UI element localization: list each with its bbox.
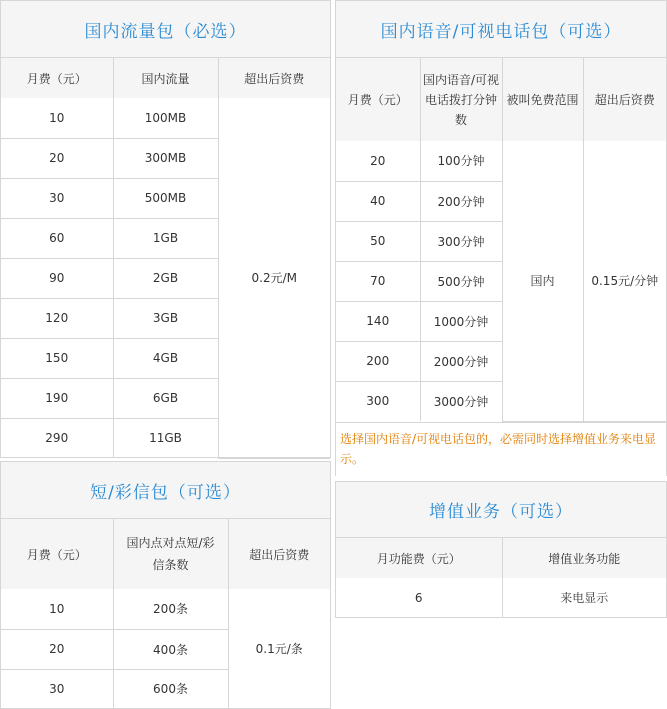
header-call-minutes: 国内语音/可视电话拨打分钟数 [420, 58, 502, 141]
value-added-panel [335, 481, 667, 618]
fee-cell: 20 [1, 138, 113, 178]
data-cell: 4GB [113, 338, 218, 378]
data-package-table [1, 58, 330, 459]
table-row [336, 578, 666, 617]
function-cell: 来电显示 [502, 578, 666, 617]
header-domestic-data: 国内流量 [113, 58, 218, 98]
header-overage-rate: 超出后资费 [583, 58, 666, 141]
header-service-function: 增值业务功能 [502, 538, 666, 578]
header-message-count: 国内点对点短/彩信条数 [113, 519, 228, 589]
fee-cell: 300 [336, 381, 420, 421]
data-cell: 3GB [113, 298, 218, 338]
value-added-title: 增值业务（可选） [336, 482, 666, 538]
voice-package-note: 选择国内语音/可视电话包的，必需同时选择增值业务来电显示。 [336, 422, 666, 478]
minutes-cell: 2000分钟 [420, 341, 502, 381]
fee-cell: 150 [1, 338, 113, 378]
data-cell: 2GB [113, 258, 218, 298]
value-added-table [336, 538, 666, 617]
fee-cell: 90 [1, 258, 113, 298]
fee-cell: 290 [1, 418, 113, 458]
fee-cell: 30 [1, 669, 113, 708]
header-monthly-fee: 月费（元） [1, 58, 113, 98]
minutes-cell: 1000分钟 [420, 301, 502, 341]
data-cell: 6GB [113, 378, 218, 418]
sms-package-table [1, 519, 330, 709]
fee-cell: 20 [336, 141, 420, 181]
sms-package-title: 短/彩信包（可选） [1, 462, 330, 519]
fee-cell: 20 [1, 629, 113, 669]
minutes-cell: 300分钟 [420, 221, 502, 261]
overage-cell: 0.15元/分钟 [583, 141, 666, 421]
fee-cell: 140 [336, 301, 420, 341]
header-overage-rate: 超出后资费 [228, 519, 330, 589]
fee-cell: 10 [1, 589, 113, 629]
fee-cell: 10 [1, 98, 113, 138]
fee-cell: 30 [1, 178, 113, 218]
minutes-cell: 3000分钟 [420, 381, 502, 421]
voice-package-panel [335, 0, 667, 476]
fee-cell: 60 [1, 218, 113, 258]
voice-package-table [336, 58, 666, 422]
fee-cell: 120 [1, 298, 113, 338]
data-cell: 11GB [113, 418, 218, 458]
overage-cell: 0.2元/M [218, 98, 330, 458]
voice-package-title: 国内语音/可视电话包（可选） [336, 1, 666, 58]
header-overage-rate: 超出后资费 [218, 58, 330, 98]
minutes-cell: 500分钟 [420, 261, 502, 301]
fee-cell: 40 [336, 181, 420, 221]
count-cell: 200条 [113, 589, 228, 629]
count-cell: 600条 [113, 669, 228, 708]
overage-cell: 0.1元/条 [228, 589, 330, 708]
data-cell: 1GB [113, 218, 218, 258]
data-package-panel [0, 0, 331, 458]
fee-cell: 190 [1, 378, 113, 418]
table-row [336, 141, 666, 181]
table-row [1, 589, 330, 629]
data-package-title: 国内流量包（必选） [1, 1, 330, 58]
fee-cell: 6 [336, 578, 502, 617]
table-row [1, 98, 330, 138]
fee-cell: 50 [336, 221, 420, 261]
header-monthly-fee: 月费（元） [1, 519, 113, 589]
data-cell: 500MB [113, 178, 218, 218]
data-cell: 300MB [113, 138, 218, 178]
header-monthly-function-fee: 月功能费（元） [336, 538, 502, 578]
header-free-incoming: 被叫免费范围 [502, 58, 583, 141]
sms-package-panel [0, 461, 331, 709]
fee-cell: 200 [336, 341, 420, 381]
free-range-cell: 国内 [502, 141, 583, 421]
data-cell: 100MB [113, 98, 218, 138]
header-monthly-fee: 月费（元） [336, 58, 420, 141]
fee-cell: 70 [336, 261, 420, 301]
minutes-cell: 200分钟 [420, 181, 502, 221]
count-cell: 400条 [113, 629, 228, 669]
minutes-cell: 100分钟 [420, 141, 502, 181]
